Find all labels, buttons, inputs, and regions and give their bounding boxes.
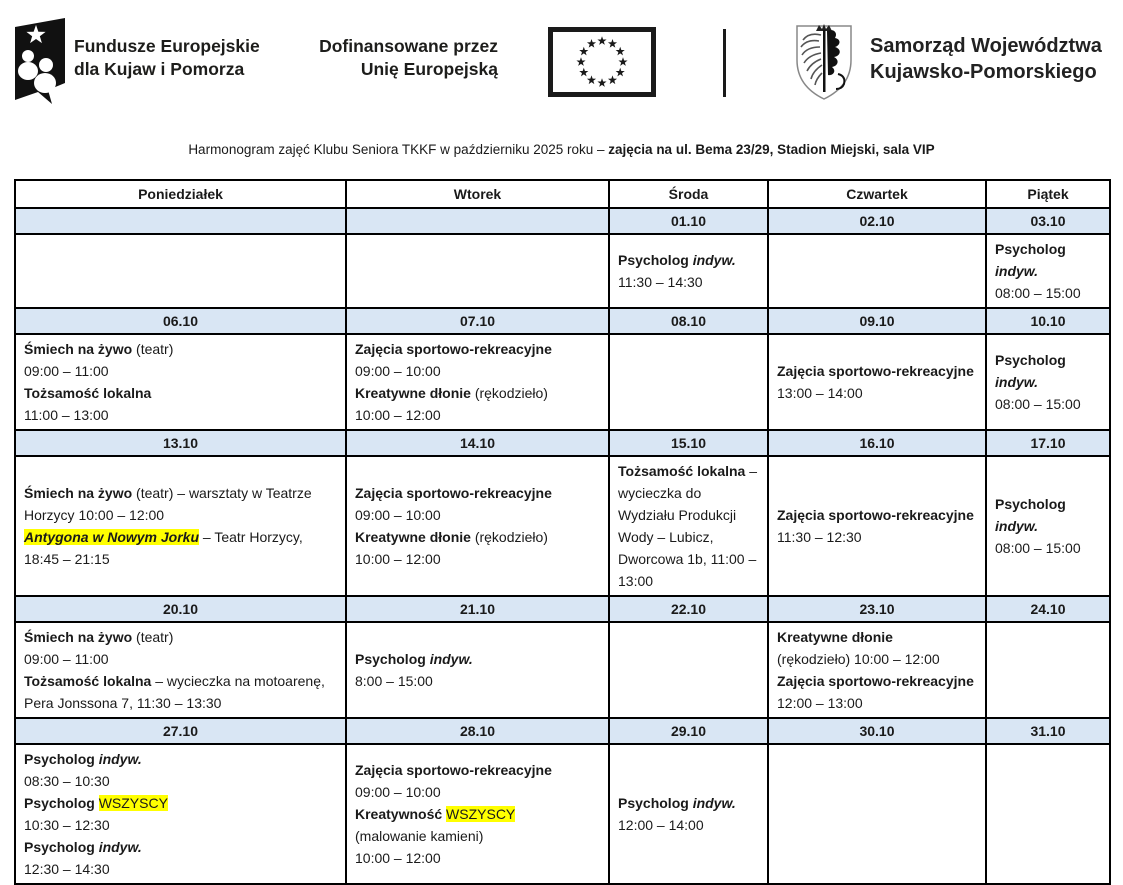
schedule-cell: Zajęcia sportowo-rekreacyjne 13:00 – 14:00 <box>768 334 986 430</box>
schedule-cell <box>986 622 1110 718</box>
schedule-cell: Zajęcia sportowo-rekreacyjne 09:00 – 10:00 Kreatywność WSZYSCY (malowanie kamieni) 10:00 – 12:00 <box>346 744 609 884</box>
date-cell: 20.10 <box>15 596 346 622</box>
kujawsko-pomorskie-coat-of-arms-icon <box>792 20 856 104</box>
schedule-cell <box>986 744 1110 884</box>
date-cell: 29.10 <box>609 718 768 744</box>
schedule-cell: Zajęcia sportowo-rekreacyjne 09:00 – 10:00 Kreatywne dłonie (rękodzieło) 10:00 – 12:00 <box>346 334 609 430</box>
date-cell: 13.10 <box>15 430 346 456</box>
date-cell: 14.10 <box>346 430 609 456</box>
date-row-week4 <box>15 596 1110 622</box>
content-row-week1 <box>15 234 1110 308</box>
weekday-header-row <box>15 180 1110 208</box>
schedule-cell: Psycholog indyw. 08:00 – 15:00 <box>986 334 1110 430</box>
date-cell: 08.10 <box>609 308 768 334</box>
title-regular-part: Harmonogram zajęć Klubu Seniora TKKF w październiku 2025 roku – <box>188 142 609 157</box>
date-cell: 17.10 <box>986 430 1110 456</box>
eu-funding-line2: Unię Europejską <box>360 59 498 79</box>
schedule-cell: Psycholog indyw. 08:00 – 15:00 <box>986 234 1110 308</box>
schedule-cell: Zajęcia sportowo-rekreacyjne 11:30 – 12:30 <box>768 456 986 596</box>
fe-logo-line2: dla Kujaw i Pomorza <box>74 59 245 79</box>
schedule-cell <box>768 234 986 308</box>
voivodeship-line1: Samorząd Województwa <box>870 35 1102 57</box>
eu-funding-line1: Dofinansowane przez <box>319 36 498 56</box>
col-header-tuesday: Wtorek <box>346 180 609 208</box>
date-cell: 31.10 <box>986 718 1110 744</box>
date-cell: 21.10 <box>346 596 609 622</box>
date-cell: 23.10 <box>768 596 986 622</box>
fundusze-europejskie-flag-icon <box>12 15 68 107</box>
date-row-week2 <box>15 308 1110 334</box>
date-row-week5 <box>15 718 1110 744</box>
logo-divider <box>723 29 726 97</box>
date-cell <box>15 208 346 234</box>
schedule-cell: Psycholog indyw. 08:30 – 10:30 Psycholog WSZYSCY 10:30 – 12:30 Psycholog indyw. 12:30 – 14:30 <box>15 744 346 884</box>
schedule-cell: Psycholog indyw. 08:00 – 15:00 <box>986 456 1110 596</box>
schedule-cell <box>609 622 768 718</box>
fe-logo-text <box>74 35 260 81</box>
schedule-cell: Kreatywne dłonie (rękodzieło) 10:00 – 12:00 Zajęcia sportowo-rekreacyjne 12:00 – 13:00 <box>768 622 986 718</box>
schedule-table <box>14 179 1111 885</box>
date-cell: 03.10 <box>986 208 1110 234</box>
voivodeship-line2: Kujawsko-Pomorskiego <box>870 61 1097 83</box>
document-title <box>0 142 1123 157</box>
date-cell: 06.10 <box>15 308 346 334</box>
col-header-wednesday: Środa <box>609 180 768 208</box>
schedule-cell <box>609 334 768 430</box>
schedule-cell: Tożsamość lokalna – wycieczka do Wydziału Produkcji Wody – Lubicz, Dworcowa 1b, 11:00 – 13:00 <box>609 456 768 596</box>
date-cell: 15.10 <box>609 430 768 456</box>
date-cell: 10.10 <box>986 308 1110 334</box>
schedule-cell <box>346 234 609 308</box>
schedule-cell: Śmiech na żywo (teatr) 09:00 – 11:00 Tożsamość lokalna – wycieczka na motoarenę, Pera Jonssona 7, 11:30 – 13:30 <box>15 622 346 718</box>
col-header-friday: Piątek <box>986 180 1110 208</box>
col-header-thursday: Czwartek <box>768 180 986 208</box>
date-cell: 01.10 <box>609 208 768 234</box>
date-cell <box>346 208 609 234</box>
date-cell: 02.10 <box>768 208 986 234</box>
fe-logo-line1: Fundusze Europejskie <box>74 36 260 56</box>
schedule-cell: Zajęcia sportowo-rekreacyjne 09:00 – 10:00 Kreatywne dłonie (rękodzieło) 10:00 – 12:00 <box>346 456 609 596</box>
schedule-cell: Psycholog indyw. 8:00 – 15:00 <box>346 622 609 718</box>
schedule-cell <box>768 744 986 884</box>
schedule-cell: Psycholog indyw. 11:30 – 14:30 <box>609 234 768 308</box>
date-cell: 27.10 <box>15 718 346 744</box>
date-cell: 07.10 <box>346 308 609 334</box>
content-row-week2 <box>15 334 1110 430</box>
date-cell: 09.10 <box>768 308 986 334</box>
schedule-cell: Psycholog indyw. 12:00 – 14:00 <box>609 744 768 884</box>
col-header-monday: Poniedziałek <box>15 180 346 208</box>
content-row-week3 <box>15 456 1110 596</box>
date-row-week1 <box>15 208 1110 234</box>
funding-logos-header <box>0 0 1123 122</box>
voivodeship-text <box>870 33 1102 85</box>
title-bold-part: zajęcia na ul. Bema 23/29, Stadion Miejski, sala VIP <box>608 142 935 157</box>
content-row-week4 <box>15 622 1110 718</box>
schedule-cell: Śmiech na żywo (teatr) – warsztaty w Teatrze Horzycy 10:00 – 12:00 Antygona w Nowym Jorku – Teatr Horzycy, 18:45 – 21:15 <box>15 456 346 596</box>
date-cell: 30.10 <box>768 718 986 744</box>
date-cell: 28.10 <box>346 718 609 744</box>
date-cell: 16.10 <box>768 430 986 456</box>
schedule-cell <box>15 234 346 308</box>
eu-funding-text <box>300 35 498 81</box>
schedule-cell: Śmiech na żywo (teatr) 09:00 – 11:00 Tożsamość lokalna 11:00 – 13:00 <box>15 334 346 430</box>
date-cell: 22.10 <box>609 596 768 622</box>
date-cell: 24.10 <box>986 596 1110 622</box>
date-row-week3 <box>15 430 1110 456</box>
eu-flag-icon <box>548 27 656 97</box>
content-row-week5 <box>15 744 1110 884</box>
